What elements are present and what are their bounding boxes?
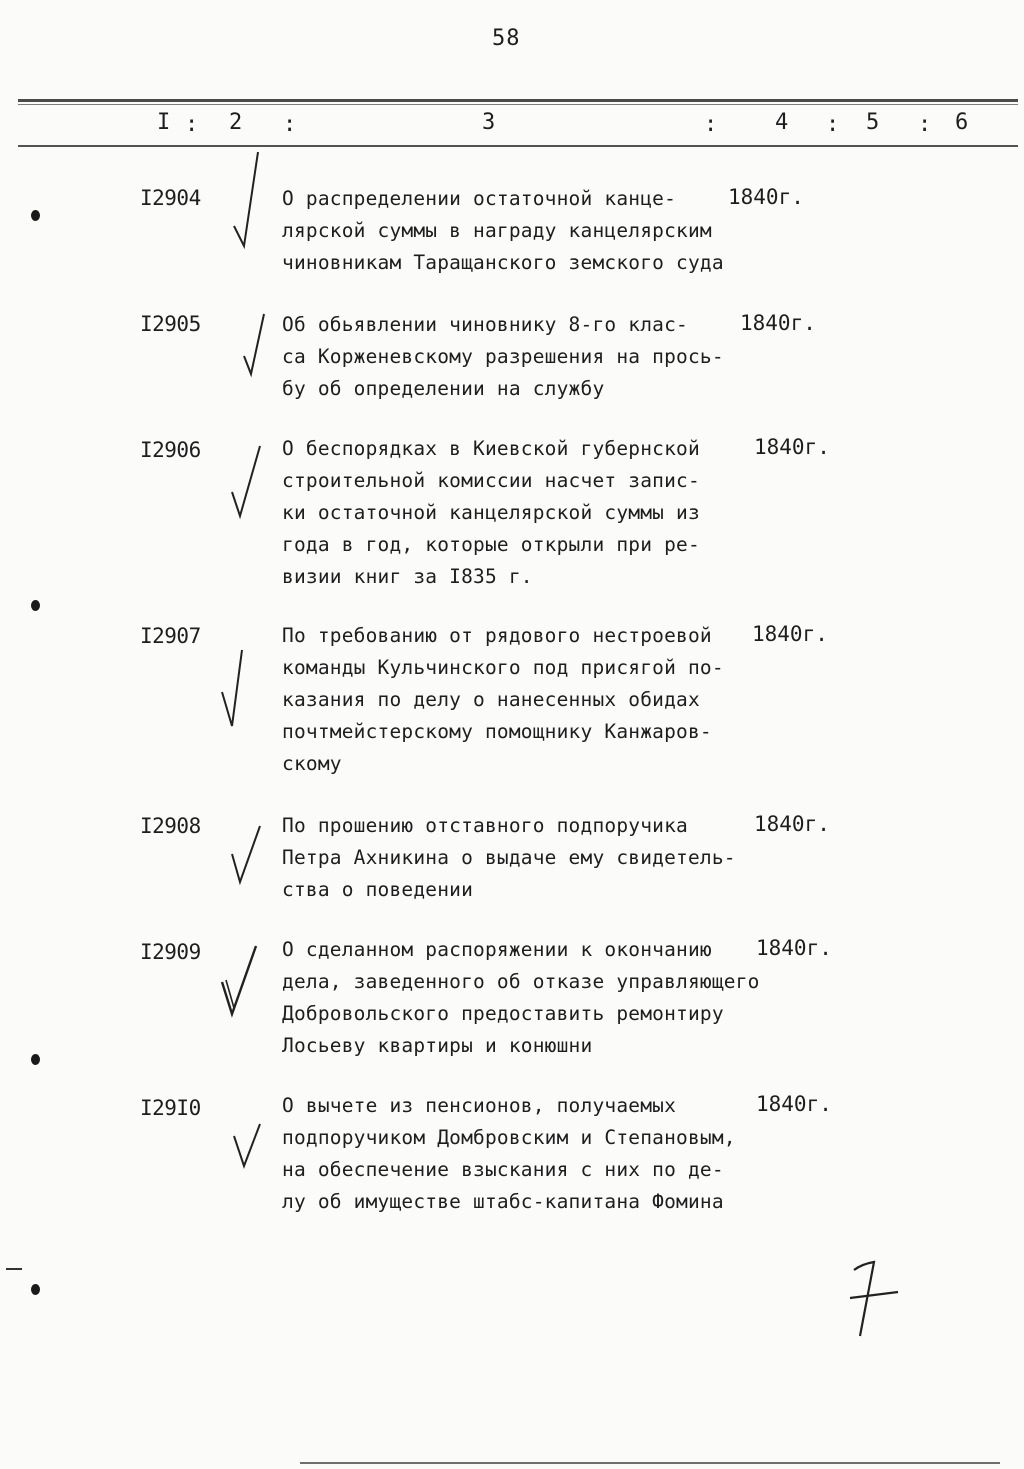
entry-year: 1840г. <box>754 812 830 836</box>
entry-description <box>282 810 762 906</box>
entry-line: дела, заведенного об отказе управляющего <box>282 970 760 993</box>
column-header-2: 2 <box>229 110 243 135</box>
entry-year: 1840г. <box>756 936 832 960</box>
checkmark-icon <box>218 944 262 1020</box>
entry-line: команды Кульчинского под присягой по- <box>282 656 724 679</box>
checkmark-icon <box>230 1122 270 1172</box>
entry-line: строительной комиссии насчет запис- <box>282 469 700 492</box>
entry-line: са Корженевскому разрешения на прось- <box>282 345 724 368</box>
folio-mark <box>848 1258 908 1346</box>
entry-number: I2908 <box>140 814 201 838</box>
column-header-3: 3 <box>482 110 496 135</box>
entry-line: ки остаточной канцелярской суммы из <box>282 501 700 524</box>
entry-number: I2904 <box>140 186 201 210</box>
checkmark-icon <box>228 150 268 250</box>
entry-number: I2909 <box>140 940 201 964</box>
entry-line: Петра Ахникина о выдаче ему свидетель- <box>282 846 736 869</box>
entry-description <box>282 1090 762 1218</box>
entry-line: лярской суммы в награду канцелярским <box>282 219 712 242</box>
entry-year: 1840г. <box>754 435 830 459</box>
margin-dash <box>6 1268 22 1270</box>
entry-line: Лосьеву квартиры и конюшни <box>282 1034 593 1057</box>
entry-line: бу об определении на службу <box>282 377 605 400</box>
entry-line: подпоручиком Домбровским и Степановым, <box>282 1126 736 1149</box>
checkmark-icon <box>218 648 258 732</box>
checkmark-icon <box>226 824 266 888</box>
entry-number: I29I0 <box>140 1096 201 1120</box>
entry-line: О беспорядках в Киевской губернской <box>282 437 700 460</box>
column-header-1: I <box>157 110 171 135</box>
entry-line: лу об имуществе штабс-капитана Фомина <box>282 1190 724 1213</box>
entry-number: I2905 <box>140 312 201 336</box>
header-rule-bottom <box>18 145 1018 147</box>
entry-year: 1840г. <box>728 185 804 209</box>
entry-line: года в год, которые открыли при ре- <box>282 533 700 556</box>
column-separator: : <box>704 112 718 137</box>
entry-line: ства о поведении <box>282 878 474 901</box>
entry-line: О распределении остаточной канце- <box>282 187 677 210</box>
column-header-5: 5 <box>866 110 880 135</box>
entry-description <box>282 433 762 593</box>
header-rule-top-thin <box>18 104 1018 105</box>
entry-line: визии книг за I835 г. <box>282 565 533 588</box>
column-header-4: 4 <box>775 110 789 135</box>
column-separator: : <box>918 112 932 137</box>
checkmark-icon <box>238 312 278 382</box>
entry-year: 1840г. <box>756 1092 832 1116</box>
column-separator: : <box>826 112 840 137</box>
entry-number: I2907 <box>140 624 201 648</box>
entry-year: 1840г. <box>740 311 816 335</box>
entry-year: 1840г. <box>752 622 828 646</box>
entry-description <box>282 309 762 405</box>
entry-line: казания по делу о нанесенных обидах <box>282 688 700 711</box>
header-rule-top <box>18 99 1018 102</box>
column-header-6: 6 <box>955 110 969 135</box>
entry-line: скому <box>282 752 342 775</box>
entry-line: почтмейстерскому помощнику Канжаров- <box>282 720 712 743</box>
page-number: 58 <box>492 26 521 51</box>
entry-number: I2906 <box>140 438 201 462</box>
entry-line: чиновникам Таращанского земского суда <box>282 251 724 274</box>
entry-description <box>282 934 762 1062</box>
punch-hole <box>31 210 40 221</box>
punch-hole <box>31 1054 40 1065</box>
punch-hole <box>31 600 40 611</box>
footer-rule <box>300 1462 1000 1464</box>
column-separator: : <box>185 112 199 137</box>
punch-hole <box>31 1284 40 1295</box>
entry-line: О сделанном распоряжении к окончанию <box>282 938 712 961</box>
checkmark-icon <box>228 444 268 524</box>
entry-description <box>282 183 762 279</box>
entry-line: По требованию от рядового нестроевой <box>282 624 712 647</box>
entry-line: Об обьявлении чиновнику 8-го клас- <box>282 313 688 336</box>
column-separator: : <box>283 112 297 137</box>
entry-line: на обеспечение взыскания с них по де- <box>282 1158 724 1181</box>
entry-line: Добровольского предоставить ремонтиру <box>282 1002 724 1025</box>
entry-description <box>282 620 762 780</box>
entry-line: По прошению отставного подпоручика <box>282 814 688 837</box>
entry-line: О вычете из пенсионов, получаемых <box>282 1094 677 1117</box>
